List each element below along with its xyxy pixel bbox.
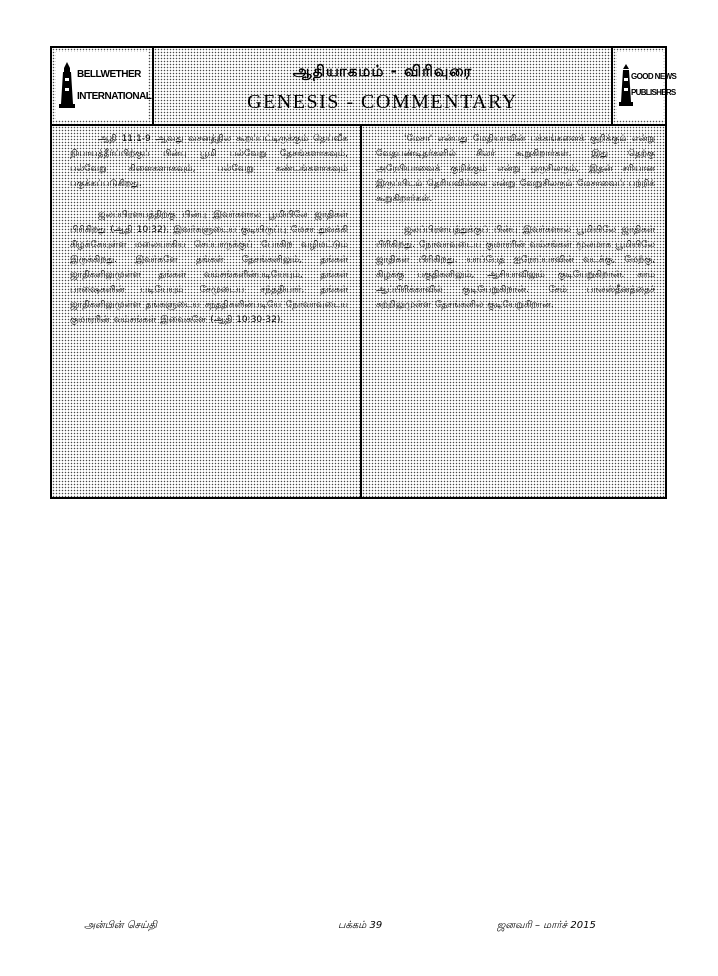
lighthouse-icon <box>619 62 633 108</box>
left-paragraph-2: ஜலப்பிரளயத்திற்கு பின்பு இவர்களால் பூமியிலே ஜாதிகள் பிரிகிறது (ஆதி 10:32). இவர்களுடைய குடியிருப்பு மேசா துவக்கி கிழக்கேயுள்ள மலையாகிய செப்பாருக்குப் போகிற வழிமட்டும் இருக்கிறது. இவர்களே தங்கள் தேசங்களிலும், தங்கள் ஜாதிகளிலுமுள்ள தங்கள் வம்சங்களின்படியேயும், தங்கள் பாஷைகளின் படியேயும் சேமுடைய சந்ததியார். தங்கள் ஜாதிகளிலுமுள்ள தங்களுடைய சந்ததிகளின்படியே நோவாவுடைய குமாரரின் வம்சங்கள் இவைகளே (ஆதி 10:30-32). <box>70 210 348 325</box>
right-paragraph-1: 'மேசா' என்பது மேதியாவின் பக்கங்களைக் குறிக்கும் என்று வேதபண்டிதர்களில் சிலர் கூறுகிறார்கள். இது தெற்கு அரேபியாவைக் குறிக்கும் என்று ஒருசிலரும், இதன் சரியான இருப்பிடம் தெரியவில்லை என்று வேறுசிலரும் மேசாவைப் பற்றிக் கூறுகிறார்கள். <box>376 134 655 204</box>
logo-right-line2: PUBLISHERS <box>631 88 676 97</box>
logo-left-line2: INTERNATIONAL <box>77 91 152 102</box>
page-title-english: GENESIS - COMMENTARY <box>247 91 518 113</box>
footer-issue-date: ஜனவரி – மார்ச் 2015 <box>497 920 596 931</box>
title-cell <box>154 48 613 124</box>
page-footer <box>0 920 718 940</box>
footer-magazine-name: அன்பின் செய்தி <box>84 920 157 931</box>
page-header <box>52 48 677 126</box>
page-frame <box>50 46 677 499</box>
logo-left-line1: BELLWETHER <box>77 69 141 80</box>
lighthouse-icon <box>58 60 76 110</box>
left-column <box>52 126 362 497</box>
page-title-tamil: ஆதியாகமம் - விரிவுரை <box>292 62 473 80</box>
logo-right-line1: GOOD NEWS <box>631 72 677 81</box>
publisher-logo-left <box>52 48 154 124</box>
bellwether-logo <box>56 52 152 120</box>
good-news-logo <box>617 52 677 120</box>
right-column <box>362 126 665 497</box>
commentary-body <box>52 126 665 497</box>
publisher-logo-right <box>613 48 677 124</box>
left-paragraph-1: ஆதி 11:1-9 ஆவது வசனத்தில கூறப்பட்டிருக்கும் தெய்வீக நியாயத்தீர்ப்பிற்குப் பின்பு பூமி பல்வேறு தேசங்களாகவும், பல்வேறு கிளைகளாகவும், பல்வேறு கண்டங்களாகவும் பகுக்கப்படுகிறது. <box>70 134 348 189</box>
footer-page-number: பக்கம் 39 <box>338 920 383 931</box>
right-paragraph-2: ஜலப்பிரளயத்துக்குப் பின்பு இவர்களால் பூமியிலே ஜாதிகள் பிரிகிறது. நோவாவுடைய குமாரரின் வம்சங்கள் மூலமாக பூமியிலே ஜாதிகள் பிரிகிறது. யாப்பேத் ஐரோப்பாவின் வடக்கு, மேற்கு, கிழக்கு பகுதிகளிலும், ஆசியாவிலும் குடியேறுகிறான். காம் ஆப்பிரிக்காவில் குடியேறுகிறான். சேம் பாலஸ்தீனத்தைச் சுற்றிலுமுள்ள தேசங்களில குடியேறுகிறான். <box>376 225 655 310</box>
